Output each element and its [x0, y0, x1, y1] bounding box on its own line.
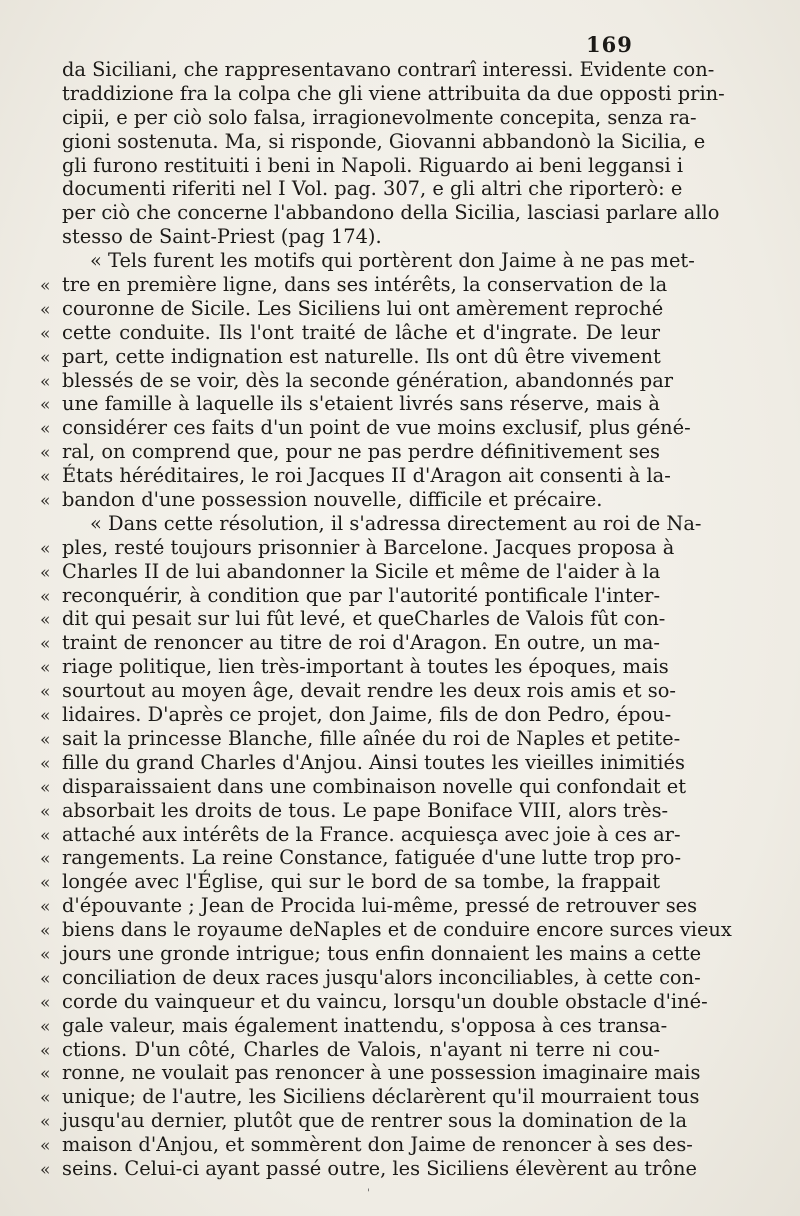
- line-text: gli furono restituiti i beni in Napoli. Riguardo ai beni leggansi i: [62, 153, 684, 177]
- line-text: blessés de se voir, dès la seconde génération, abandonnés par: [62, 368, 674, 392]
- quote-mark: «: [40, 658, 51, 679]
- text-line: [40, 321, 660, 345]
- quote-mark: «: [40, 706, 51, 727]
- line-text: biens dans le royaume deNaples et de conduire encore surces vieux: [62, 918, 732, 942]
- quote-mark: «: [40, 1016, 51, 1037]
- quote-mark: «: [40, 1064, 51, 1085]
- line-text: ples, resté toujours prisonnier à Barcelone. Jacques proposa à: [62, 535, 675, 559]
- text-line: [40, 774, 687, 799]
- quote-mark: «: [40, 538, 51, 559]
- quote-mark: «: [40, 777, 51, 798]
- quote-mark: «: [40, 944, 51, 965]
- quote-mark: «: [40, 801, 51, 822]
- text-line: [40, 941, 702, 966]
- text-line: [40, 416, 691, 440]
- quote-mark: «: [40, 682, 51, 703]
- text-line: [40, 655, 669, 679]
- text-line: [40, 1156, 697, 1181]
- line-text: seins. Celui-ci ayant passé outre, les Siciliens élevèrent au trône: [62, 1156, 697, 1180]
- line-text: considérer ces faits d'un point de vue moins exclusif, plus géné-: [62, 416, 691, 440]
- quote-mark: «: [40, 1136, 51, 1157]
- quote-mark: «: [40, 825, 51, 846]
- text-line: [40, 81, 725, 106]
- line-text: jours une gronde intrigue; tous enfin donnaient les mains a cette: [62, 941, 702, 965]
- line-text: Charles II de lui abandonner la Sicile et même de l'aider à la: [62, 559, 661, 583]
- line-text: couronne de Sicile. Les Siciliens lui ont amèrement reproché: [62, 296, 664, 320]
- text-line: [40, 296, 664, 321]
- line-text: ral, on comprend que, pour ne pas perdre définitivement ses: [62, 440, 660, 464]
- line-text: lidaires. D'après ce projet, don Jaime, fils de don Pedro, épou-: [62, 703, 672, 727]
- line-text: fille du grand Charles d'Anjou. Ainsi toutes les vieilles inimitiés: [62, 750, 685, 774]
- text-line: [40, 201, 720, 225]
- line-text: tre en première ligne, dans ses intérêts, la conservation de la: [62, 273, 668, 297]
- text-line: [40, 1061, 701, 1085]
- text-line: [40, 989, 708, 1014]
- line-text: gale valeur, mais également inattendu, s'opposa à ces transa-: [62, 1013, 668, 1037]
- text-line: [40, 703, 672, 727]
- line-text: part, cette indignation est naturelle. Ils ont dû être vivement: [62, 344, 661, 368]
- text-line: [40, 225, 660, 249]
- text-line: [40, 607, 666, 631]
- line-text: attaché aux intérêts de la France. acquiesça avec joie à ces ar-: [62, 822, 681, 846]
- line-text: États héréditaires, le roi Jacques II d'Aragon ait consenti à la-: [62, 464, 671, 488]
- text-line: [40, 798, 669, 823]
- line-text: absorbait les droits de tous. Le pape Boniface VIII, alors très-: [62, 798, 669, 822]
- line-text: cette conduite. Ils l'ont traité de lâche et d'ingrate. De leur: [62, 320, 660, 344]
- line-text: longée avec l'Église, qui sur le bord de sa tombe, la frappait: [62, 870, 660, 894]
- quote-mark: «: [40, 873, 51, 894]
- quote-mark: «: [40, 849, 51, 870]
- quote-mark: «: [40, 1088, 51, 1109]
- line-text: traddizione fra la colpa che gli viene attribuita da due opposti prin-: [62, 81, 725, 105]
- quote-mark: «: [40, 729, 51, 750]
- line-text: conciliation de deux races jusqu'alors inconciliables, à cette con-: [62, 965, 701, 989]
- line-text: stesso de Saint-Priest (pag 174).: [62, 225, 382, 249]
- line-text: dit qui pesait sur lui fût levé, et queCharles de Valois fût con-: [62, 607, 666, 631]
- text-line: [40, 1085, 700, 1109]
- line-text: reconquérir, à condition que par l'autorité pontificale l'inter-: [62, 583, 660, 607]
- quote-mark: «: [40, 992, 51, 1013]
- line-text: cipii, e per ciò solo falsa, irragionevolmente concepita, senza ra-: [62, 105, 697, 129]
- quote-mark: «: [40, 1159, 51, 1180]
- text-line: [40, 822, 681, 847]
- quote-mark: «: [40, 897, 51, 918]
- text-line: [40, 392, 660, 416]
- text-line: [40, 511, 702, 536]
- quote-mark: «: [40, 634, 51, 655]
- quote-mark: «: [40, 491, 51, 512]
- text-line: [40, 1109, 688, 1133]
- text-line: [40, 1038, 660, 1062]
- line-text: jusqu'au dernier, plutôt que de rentrer sous la domination de la: [62, 1109, 688, 1133]
- text-line: [40, 894, 698, 918]
- text-line: [40, 679, 676, 703]
- text-line: [40, 129, 706, 154]
- line-text: rangements. La reine Constance, fatiguée d'une lutte trop pro-: [62, 846, 681, 870]
- text-line: [40, 368, 674, 393]
- quote-mark: «: [40, 371, 51, 392]
- quote-mark: «: [40, 562, 51, 583]
- line-text: unique; de l'autre, les Siciliens déclarèrent qu'il mourraient tous: [62, 1085, 700, 1109]
- line-text: traint de renoncer au titre de roi d'Aragon. En outre, un ma-: [62, 631, 660, 655]
- quote-mark: «: [40, 1112, 51, 1133]
- quote-mark: «: [40, 467, 51, 488]
- text-line: [40, 870, 660, 894]
- text-line: [40, 273, 668, 297]
- line-text: corde du vainqueur et du vaincu, lorsqu'un double obstacle d'iné-: [62, 989, 708, 1013]
- text-line: [40, 750, 685, 775]
- quote-mark: «: [40, 968, 51, 989]
- text-line: [40, 726, 681, 751]
- line-text: « Tels furent les motifs qui portèrent don Jaime à ne pas met-: [90, 249, 695, 273]
- line-text: disparaissaient dans une combinaison novelle qui confondait et: [62, 774, 687, 798]
- text-line: [40, 153, 684, 178]
- line-text: da Siciliani, che rappresentavano contrarî interessi. Evidente con-: [62, 58, 715, 81]
- line-text: sourtout au moyen âge, devait rendre les deux rois amis et so-: [62, 679, 676, 703]
- quote-mark: «: [40, 1040, 51, 1061]
- line-text: bandon d'une possession nouvelle, difficile et précaire.: [62, 488, 603, 512]
- line-text: ronne, ne voulait pas renoncer à une possession imaginaire mais: [62, 1061, 701, 1085]
- quote-mark: «: [40, 299, 51, 320]
- quote-mark: «: [40, 323, 51, 344]
- quote-mark: «: [40, 347, 51, 368]
- text-line: [40, 440, 660, 464]
- text-line: [40, 58, 715, 82]
- footer-mark: ': [367, 1188, 370, 1199]
- line-text: ctions. D'un côté, Charles de Valois, n'ayant ni terre ni cou-: [62, 1037, 660, 1061]
- quote-mark: «: [40, 443, 51, 464]
- line-text: documenti riferiti nel I Vol. pag. 307, e gli altri che riporterò: e: [62, 177, 683, 201]
- line-text: maison d'Anjou, et sommèrent don Jaime de renoncer à ses des-: [62, 1133, 693, 1157]
- page-number: 169: [586, 32, 633, 57]
- text-line: [40, 1133, 693, 1157]
- text-line: [40, 846, 681, 870]
- line-text: une famille à laquelle ils s'etaient livrés sans réserve, mais à: [62, 392, 660, 416]
- line-text: per ciò che concerne l'abbandono della Sicilia, lasciasi parlare allo: [62, 201, 720, 225]
- quote-mark: «: [40, 276, 51, 297]
- text-line: [40, 560, 660, 584]
- text-line: [40, 965, 701, 990]
- quote-mark: «: [40, 419, 51, 440]
- text-line: [40, 345, 660, 369]
- body-text: [40, 58, 732, 1181]
- line-text: d'épouvante ; Jean de Procida lui-même, pressé de retrouver ses: [62, 894, 698, 918]
- line-text: riage politique, lien très-important à toutes les époques, mais: [62, 655, 669, 679]
- text-line: [40, 464, 671, 488]
- quote-mark: «: [40, 610, 51, 631]
- quote-mark: «: [40, 921, 51, 942]
- quote-mark: «: [40, 586, 51, 607]
- text-line: [40, 488, 660, 512]
- text-line: [40, 1013, 668, 1038]
- text-line: [40, 631, 660, 655]
- line-text: « Dans cette résolution, il s'adressa directement au roi de Na-: [90, 511, 702, 535]
- quote-mark: «: [40, 395, 51, 416]
- quote-mark: «: [40, 753, 51, 774]
- text-line: [40, 584, 660, 608]
- line-text: gioni sostenuta. Ma, si risponde, Giovanni abbandonò la Sicilia, e: [62, 129, 706, 153]
- text-line: [40, 918, 732, 942]
- text-line: [40, 105, 697, 130]
- line-text: sait la princesse Blanche, fille aînée du roi de Naples et petite-: [62, 726, 681, 750]
- text-line: [40, 249, 695, 273]
- text-line: [40, 535, 675, 560]
- text-line: [40, 177, 683, 201]
